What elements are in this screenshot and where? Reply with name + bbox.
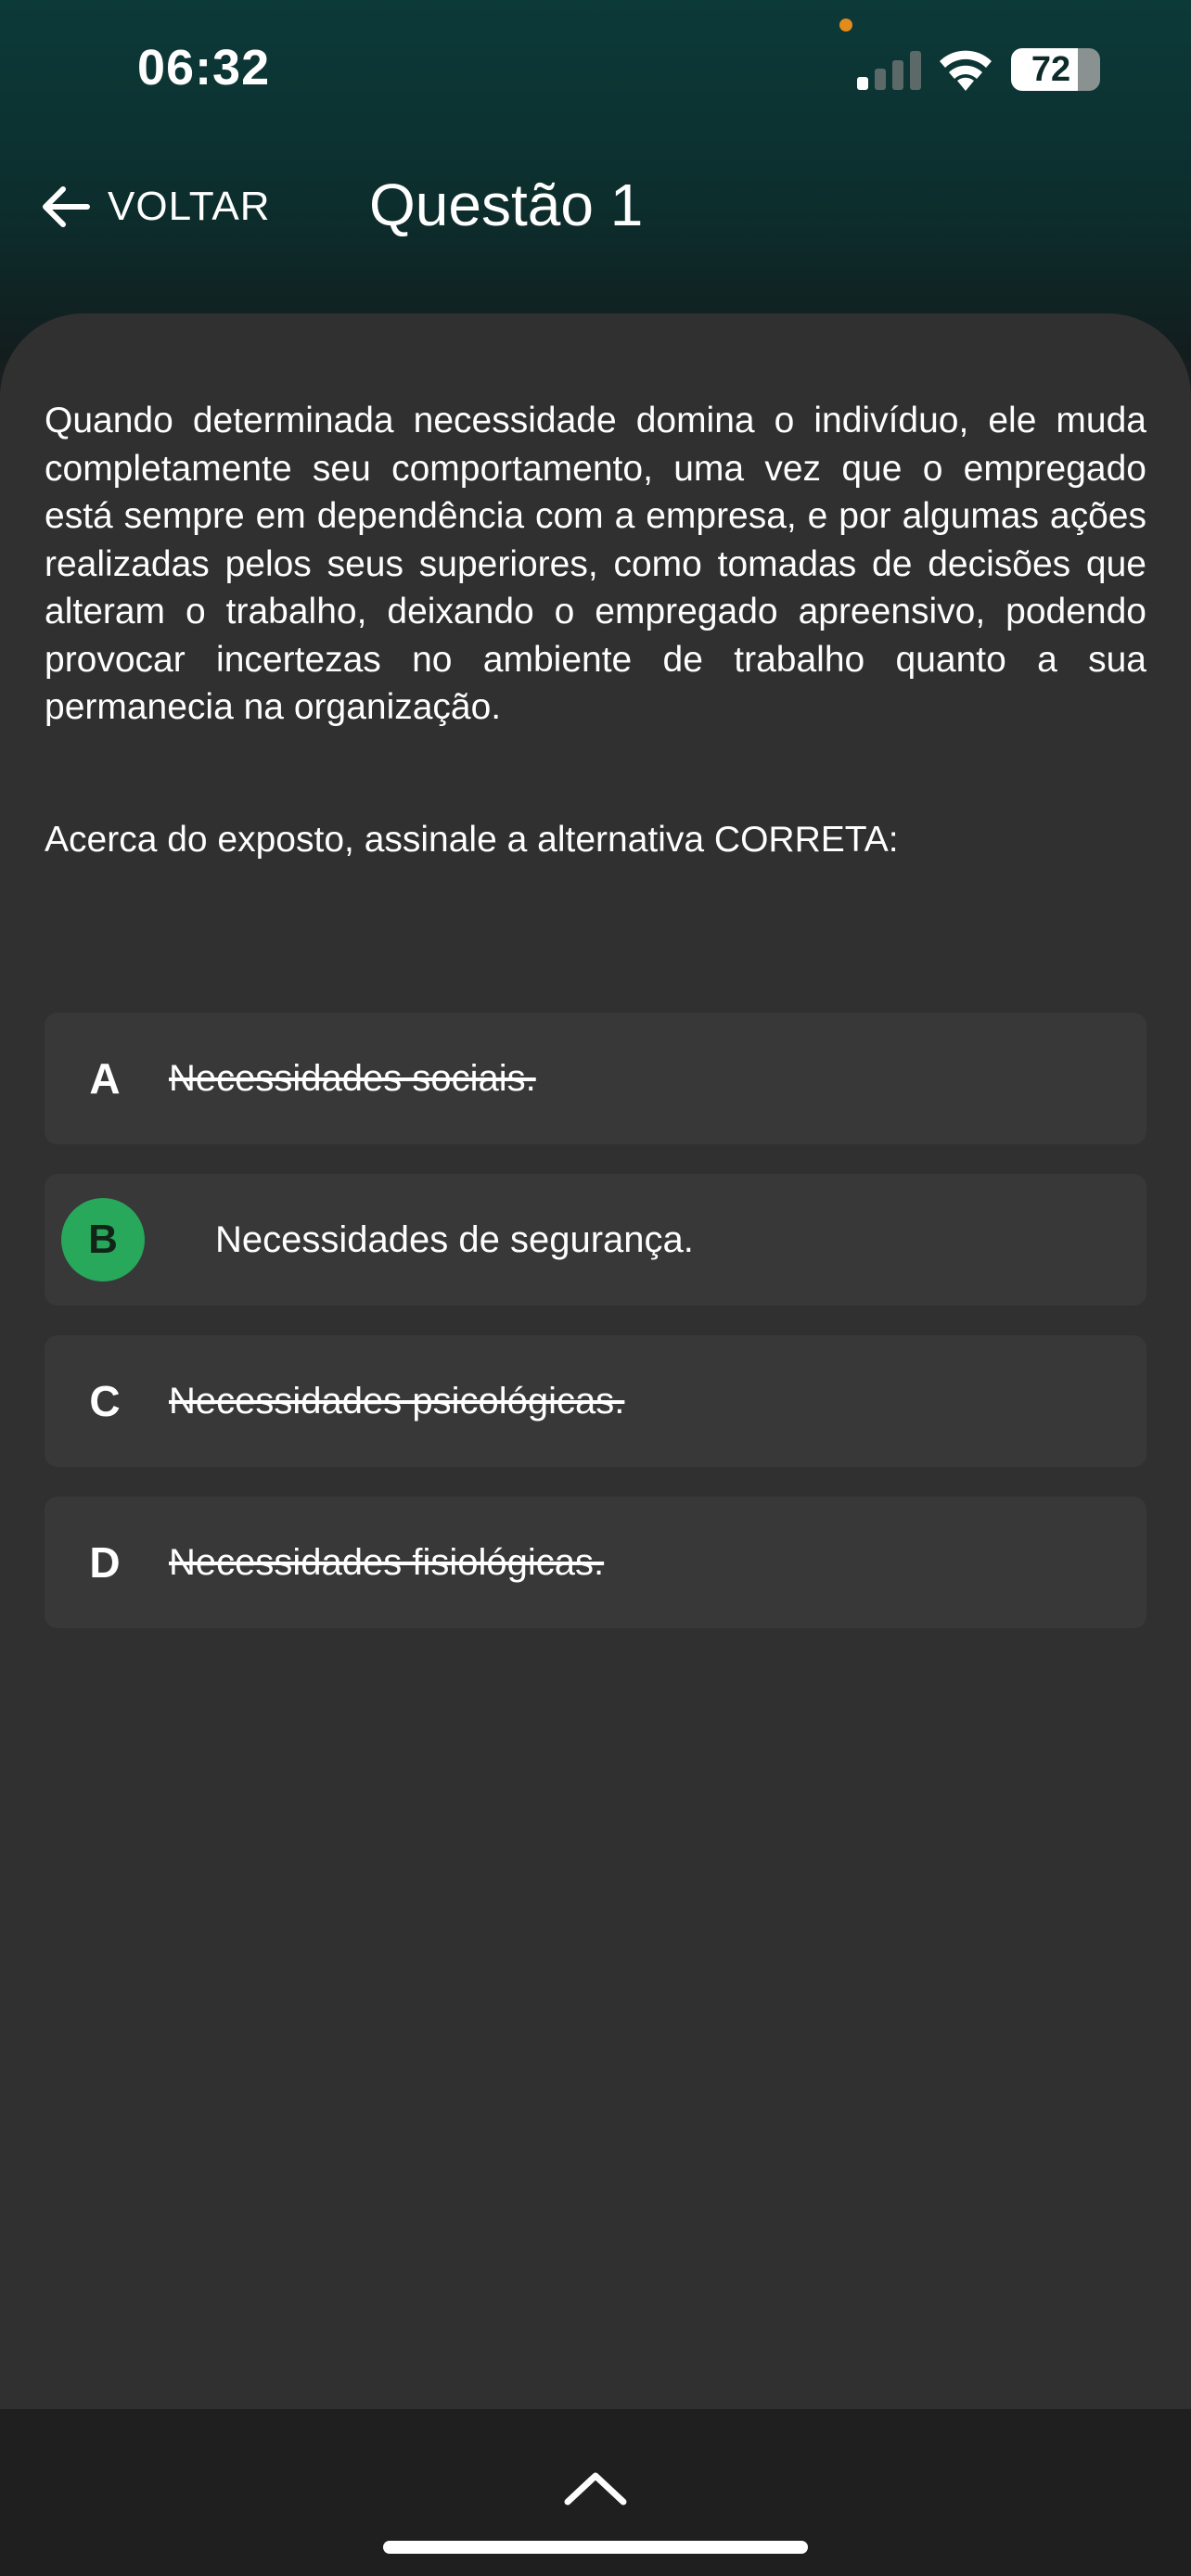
- cellular-signal-icon: [857, 51, 922, 90]
- battery-percentage: 72: [1031, 50, 1071, 89]
- option-text: Necessidades de segurança.: [215, 1219, 694, 1260]
- wifi-icon: [937, 48, 994, 91]
- option-letter: C: [89, 1377, 121, 1425]
- status-bar: [0, 0, 1191, 139]
- privacy-indicator-dot: [839, 19, 852, 32]
- option-letter-selected-badge: B: [61, 1198, 145, 1282]
- option-letter: D: [89, 1538, 121, 1587]
- home-indicator[interactable]: [383, 2541, 808, 2554]
- back-label: VOLTAR: [108, 184, 271, 229]
- status-time: 06:32: [137, 40, 271, 96]
- option-letter: A: [89, 1054, 121, 1103]
- back-button[interactable]: [37, 174, 271, 239]
- page-title: Questão 1: [369, 172, 644, 238]
- battery-tip: [1094, 62, 1099, 77]
- option-text: Necessidades sociais.: [169, 1058, 536, 1099]
- chevron-up-icon[interactable]: [560, 2467, 631, 2509]
- option-c[interactable]: [45, 1335, 1146, 1467]
- option-text: Necessidades fisiológicas.: [169, 1542, 605, 1583]
- battery-icon: [1011, 48, 1100, 91]
- answer-options: [45, 1013, 1146, 1658]
- option-d[interactable]: [45, 1497, 1146, 1628]
- question-text: Quando determinada necessidade domina o indivíduo, ele muda completamente seu comportamento, uma vez que o empregado está sempre em dependência com a empresa, e por algumas ações realizadas pelos seus superiores, como tomadas de decisões que alteram o trabalho, deixando o empregado apreensivo, podendo provocar incertezas no ambiente de trabalho quanto a sua permanecia na organização.: [45, 401, 1146, 727]
- question-instruction: Acerca do exposto, assinale a alternativa CORRETA:: [45, 820, 899, 860]
- arrow-left-icon: [37, 178, 95, 236]
- option-text: Necessidades psicológicas.: [169, 1381, 625, 1422]
- option-b[interactable]: [45, 1174, 1146, 1306]
- option-a[interactable]: [45, 1013, 1146, 1144]
